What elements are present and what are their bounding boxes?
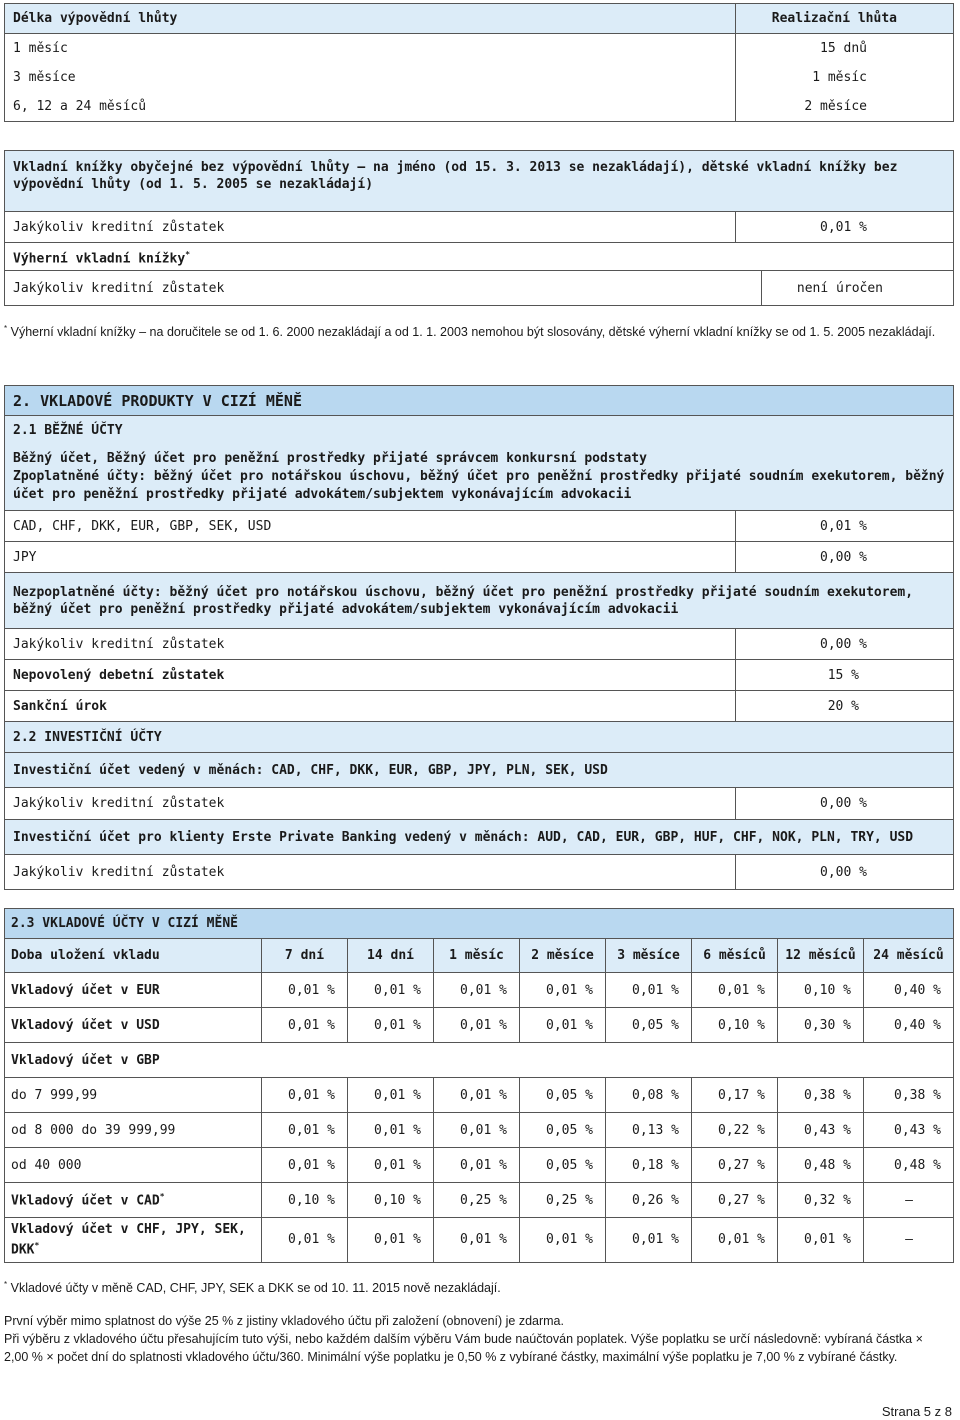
- rate-cell: 0,40 %: [864, 1008, 954, 1043]
- table-row: [5, 788, 954, 820]
- rate-cell: 0,25 %: [520, 1183, 606, 1218]
- table-row: [5, 1008, 954, 1043]
- rate-cell: 0,10 %: [692, 1008, 778, 1043]
- foreign-currency-products-table: [4, 385, 954, 890]
- rate-cell: 0,08 %: [606, 1078, 692, 1113]
- rate-cell: 0,10 %: [262, 1183, 348, 1218]
- column-header: 6 měsíců: [692, 939, 778, 973]
- rate-cell: 0,18 %: [606, 1148, 692, 1183]
- rate-cell: 0,01 %: [348, 1218, 434, 1263]
- rate-cell: 0,01 %: [262, 973, 348, 1008]
- rate-cell: 0,01 %: [348, 973, 434, 1008]
- rate-cell: 0,01 %: [520, 973, 606, 1008]
- column-header: 2 měsíce: [520, 939, 606, 973]
- deposit-period-label: Doba uložení vkladu: [5, 939, 262, 973]
- current-accounts-description: Běžný účet, Běžný účet pro peněžní prostředky přijaté správcem konkursní podstaty Zpoplatněné účty: běžný účet pro notářskou úschovu, běžný účet pro peněžní prostředky přijaté soudním exekutorem, běžný účet pro peněžní prostředky přijaté advokátem/subjektem vykonávajícím advokacii: [5, 444, 954, 511]
- table-row: [5, 1148, 954, 1183]
- free-balance-rate: 0,00 %: [736, 629, 954, 660]
- column-header: 24 měsíců: [864, 939, 954, 973]
- deposit-accounts-table: [4, 908, 954, 1263]
- rate-cell: 0,10 %: [778, 973, 864, 1008]
- realization-period-header: Realizační lhůta: [736, 4, 954, 34]
- withdrawal-notes: [4, 1312, 949, 1366]
- balance-label: Jakýkoliv kreditní zůstatek: [5, 212, 736, 243]
- rate-cell: 0,01 %: [262, 1113, 348, 1148]
- free-balance-label: Jakýkoliv kreditní zůstatek: [5, 629, 736, 660]
- table-row: [5, 63, 954, 92]
- realization-cell: 1 měsíc: [736, 63, 954, 92]
- rate-cell: 0,01 %: [434, 1078, 520, 1113]
- column-header: 7 dní: [262, 939, 348, 973]
- currency-label: CAD, CHF, DKK, EUR, GBP, SEK, USD: [5, 511, 736, 542]
- rate-cell: 0,01 %: [262, 1008, 348, 1043]
- deposit-header-row: [5, 939, 954, 973]
- rate-cell: 0,01 %: [692, 1218, 778, 1263]
- rate-cell: 0,01 %: [692, 973, 778, 1008]
- rate-cell: 0,22 %: [692, 1113, 778, 1148]
- table-row: [5, 511, 954, 542]
- table-row: [5, 92, 954, 122]
- penalty-label: Sankční úrok: [5, 691, 736, 722]
- deposit-footnote: * Vkladové účty v měně CAD, CHF, JPY, SEK a DKK se od 10. 11. 2015 nově nezakládají.: [4, 1280, 501, 1296]
- rate-cell: 0,01 %: [520, 1008, 606, 1043]
- table-row: [5, 629, 954, 660]
- row-label: Vkladový účet v USD: [5, 1008, 262, 1043]
- table-row: [5, 34, 954, 64]
- notice-period-header: Délka výpovědní lhůty: [5, 4, 736, 34]
- rate-cell: 0,48 %: [778, 1148, 864, 1183]
- rate-cell: 0,30 %: [778, 1008, 864, 1043]
- rate-cell: 0,27 %: [692, 1183, 778, 1218]
- overdraft-label: Nepovolený debetní zůstatek: [5, 660, 736, 691]
- current-accounts-title: 2.1 BĚŽNÉ ÚČTY: [5, 416, 954, 445]
- rate-cell: 0,32 %: [778, 1183, 864, 1218]
- rate-cell: 0,01 %: [348, 1078, 434, 1113]
- row-label: od 8 000 do 39 999,99: [5, 1113, 262, 1148]
- lottery-balance-label: Jakýkoliv kreditní zůstatek: [5, 271, 762, 306]
- rate-cell: 0,38 %: [778, 1078, 864, 1113]
- investment-balance-rate: 0,00 %: [736, 855, 954, 890]
- lottery-footnote: * Výherní vkladní knížky – na doručitele se od 1. 6. 2000 nezakládají a od 1. 1. 2003 nemohou být slosovány, dětské výherní vkladní knížky se od 1. 5. 2005 nezakládají.: [4, 324, 936, 340]
- rate-cell: 0,17 %: [692, 1078, 778, 1113]
- table-row: [5, 1113, 954, 1148]
- balance-rate: 0,01 %: [736, 212, 954, 243]
- section-2-title: 2. VKLADOVÉ PRODUKTY V CIZÍ MĚNĚ: [5, 386, 954, 416]
- lottery-books-header: Výherní vkladní knížky*: [5, 243, 954, 274]
- rate-cell: 0,01 %: [520, 1218, 606, 1263]
- table-row: [5, 542, 954, 573]
- table-row: [5, 1078, 954, 1113]
- gbp-group-label: Vkladový účet v GBP: [5, 1043, 954, 1078]
- rate-cell: 0,01 %: [348, 1148, 434, 1183]
- rate-cell: 0,13 %: [606, 1113, 692, 1148]
- withdrawal-note-1: První výběr mimo splatnost do výše 25 % z jistiny vkladového účtu při založení (obnovení) je zdarma.: [4, 1314, 564, 1328]
- rate-cell: 0,01 %: [348, 1113, 434, 1148]
- investment-balance-label: Jakýkoliv kreditní zůstatek: [5, 788, 736, 820]
- table-row: [5, 1218, 954, 1263]
- column-header: 14 dní: [348, 939, 434, 973]
- rate-cell: 0,01 %: [348, 1008, 434, 1043]
- column-header: 12 měsíců: [778, 939, 864, 973]
- rate-cell: 0,01 %: [434, 1008, 520, 1043]
- currency-rate: 0,00 %: [736, 542, 954, 573]
- table-row: [5, 855, 954, 890]
- rate-cell: 0,01 %: [606, 973, 692, 1008]
- notice-period-cell: 6, 12 a 24 měsíců: [5, 92, 736, 122]
- table-row: [5, 212, 954, 243]
- rate-cell: 0,05 %: [520, 1078, 606, 1113]
- rate-cell: 0,01 %: [434, 973, 520, 1008]
- investment-balance-label: Jakýkoliv kreditní zůstatek: [5, 855, 736, 890]
- rate-cell: 0,01 %: [778, 1218, 864, 1263]
- rate-cell: 0,01 %: [434, 1218, 520, 1263]
- rate-cell: 0,10 %: [348, 1183, 434, 1218]
- savings-books-table: [4, 150, 954, 273]
- row-label: Vkladový účet v EUR: [5, 973, 262, 1008]
- investment-header-2: Investiční účet pro klienty Erste Private Banking vedený v měnách: AUD, CAD, EUR, GBP, HUF, CHF, NOK, PLN, TRY, USD: [5, 820, 954, 855]
- rate-cell: 0,48 %: [864, 1148, 954, 1183]
- rate-cell: 0,05 %: [520, 1113, 606, 1148]
- column-header: 3 měsíce: [606, 939, 692, 973]
- notice-period-cell: 1 měsíc: [5, 34, 736, 64]
- overdraft-rate: 15 %: [736, 660, 954, 691]
- rate-cell: 0,01 %: [262, 1148, 348, 1183]
- table-row: [5, 691, 954, 722]
- rate-cell: –: [864, 1183, 954, 1218]
- investment-header-1: Investiční účet vedený v měnách: CAD, CHF, DKK, EUR, GBP, JPY, PLN, SEK, USD: [5, 753, 954, 788]
- rate-cell: 0,01 %: [606, 1218, 692, 1263]
- row-label: Vkladový účet v CHF, JPY, SEK, DKK*: [5, 1218, 262, 1263]
- rate-cell: 0,43 %: [778, 1113, 864, 1148]
- rate-cell: 0,38 %: [864, 1078, 954, 1113]
- table-row: [5, 973, 954, 1008]
- row-label: Vkladový účet v CAD*: [5, 1183, 262, 1218]
- rate-cell: 0,01 %: [262, 1078, 348, 1113]
- investment-balance-rate: 0,00 %: [736, 788, 954, 820]
- rate-cell: 0,01 %: [434, 1148, 520, 1183]
- row-label: do 7 999,99: [5, 1078, 262, 1113]
- realization-cell: 15 dnů: [736, 34, 954, 64]
- lottery-books-row: [4, 270, 954, 306]
- column-header: 1 měsíc: [434, 939, 520, 973]
- currency-rate: 0,01 %: [736, 511, 954, 542]
- savings-books-header: Vkladní knížky obyčejné bez výpovědní lhůty – na jméno (od 15. 3. 2013 se nezakládají), dětské vkladní knížky bez výpovědní lhůty (od 1. 5. 2005 se nezakládají): [5, 151, 954, 212]
- rate-cell: 0,05 %: [520, 1148, 606, 1183]
- rate-cell: 0,40 %: [864, 973, 954, 1008]
- rate-cell: 0,05 %: [606, 1008, 692, 1043]
- rate-cell: 0,01 %: [262, 1218, 348, 1263]
- notice-period-table: [4, 3, 954, 122]
- row-label: od 40 000: [5, 1148, 262, 1183]
- realization-cell: 2 měsíce: [736, 92, 954, 122]
- penalty-rate: 20 %: [736, 691, 954, 722]
- rate-cell: 0,25 %: [434, 1183, 520, 1218]
- page-number: Strana 5 z 8: [881, 1404, 952, 1419]
- rate-cell: 0,27 %: [692, 1148, 778, 1183]
- rate-cell: 0,01 %: [434, 1113, 520, 1148]
- table-row: [5, 1183, 954, 1218]
- rate-cell: 0,26 %: [606, 1183, 692, 1218]
- notice-period-cell: 3 měsíce: [5, 63, 736, 92]
- rate-cell: 0,43 %: [864, 1113, 954, 1148]
- rate-cell: –: [864, 1218, 954, 1263]
- free-accounts-header: Nezpoplatněné účty: běžný účet pro notářskou úschovu, běžný účet pro peněžní prostředky přijaté soudním exekutorem, běžný účet pro peněžní prostředky přijaté advokátem/subjektem vykonávajícím advokacii: [5, 573, 954, 629]
- withdrawal-note-2: Při výběru z vkladového účtu přesahujícím tuto výši, nebo každém dalším výběru Vám bude naúčtován poplatek. Výše poplatku se určí následovně: vybíraná částka × 2,00 % × počet dní do splatnosti vkladového účtu/360. Minimální výše poplatku je 0,50 % z vybírané částky, maximální výše poplatku je 7,00 % z vybírané částky.: [4, 1332, 923, 1364]
- deposit-accounts-title: 2.3 VKLADOVÉ ÚČTY V CIZÍ MĚNĚ: [5, 909, 954, 939]
- currency-label: JPY: [5, 542, 736, 573]
- investment-accounts-title: 2.2 INVESTIČNÍ ÚČTY: [5, 722, 954, 753]
- lottery-rate: není úročen: [762, 271, 954, 306]
- table-row: [5, 660, 954, 691]
